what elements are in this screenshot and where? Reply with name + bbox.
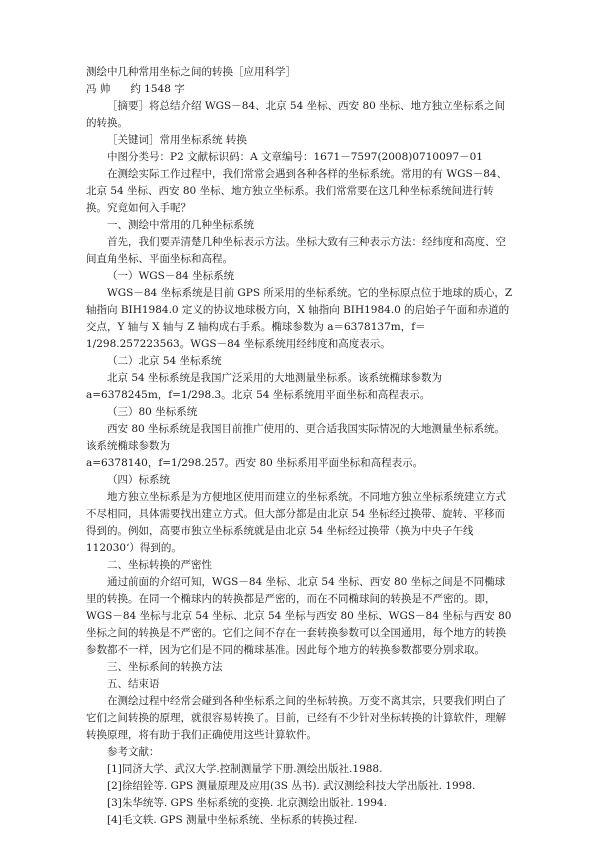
local-system-paragraph: 地方独立坐标系是为方便地区使用而建立的坐标系统。不同地方独立坐标系统建立方式不尽相同，具体需要找出建立方式。但大部分都是由北京 54 坐标经过换带、旋转、平移而得到的。例如，高要市独立坐标系统就是由北京 54 坐标经过换带（换为中央子午线 112030‘）得到的。 [86,491,506,554]
article-title: 测绘中几种常用坐标之间的转换［应用科学］ [86,66,296,78]
xian80-formula: a=6378140，f=1/298.257。西安 80 坐标系用平面坐标和高程表示。 [86,457,424,469]
section1-heading: 一、测绘中常用的几种坐标系统 [107,219,254,231]
beijing54-paragraph: 北京 54 坐标系统是我国广泛采用的大地测量坐标系。该系统椭球参数为 a=6378245m，f=1/298.3。北京 54 坐标系统用平面坐标和高程表示。 [86,372,443,401]
wgs84-heading: （一）WGS－84 坐标系统 [107,270,235,282]
keywords: ［关键词］常用坐标系统 转换 [107,134,247,146]
xian80-heading: （三）80 坐标系统 [107,406,198,418]
classification-line: 中图分类号：P2 文献标识码：A 文章编号：1671－7597(2008)0710097－01 [107,151,483,163]
reference-item: [4]毛文轶. GPS 测量中坐标系统、坐标系的转换过程. [107,814,358,826]
intro-paragraph: 在测绘实际工作过程中，我们常常会遇到各种各样的坐标系统。常用的有 WGS－84、北京 54 坐标、西安 80 坐标、地方独立坐标系。我们常常要在这几种坐标系统间进行转换。究竟如何入手呢？ [86,168,508,214]
reference-item: [1]同济大学、武汉大学.控制测量学下册.测绘出版社.1988. [107,763,383,775]
author-line [86,81,514,98]
section2-paragraph: 通过前面的介绍可知，WGS－84 坐标、北京 54 坐标、西安 80 坐标之间是不同椭球里的转换。在同一个椭球内的转换都是严密的，而在不同椭球间的转换是不严密的。即，WGS－84 坐标与北京 54 坐标、北京 54 坐标与西安 80 坐标、WGS－84 坐标与西安 80 坐标之间的转换是不严密的。它们之间不存在一套转换参数可以全国通用，每个地方的转换参数都不一样，因为它们是不同的椭球基准。因此每个地方的转换参数都要分别求取。 [86,576,512,656]
abstract: ［摘要］将总结介绍 WGS－84、北京 54 坐标、西安 80 坐标、地方独立坐标系之间的转换。 [86,100,506,129]
wgs84-paragraph: WGS－84 坐标系统是目前 GPS 所采用的坐标系统。它的坐标原点位于地球的质心，Z 轴指向 BIH1984.0 定义的协议地球极方向，X 轴指向 BIH1984.0 的启始子午面和赤道的交点，Y 轴与 X 轴与 Z 轴构成右手系。椭球参数为 a＝6378137m，f＝1/298.257223563。WGS－84 坐标系统用经纬度和高度表示。 [86,287,513,350]
references-heading: 参考文献： [107,746,160,758]
section2-heading: 二、坐标转换的严密性 [107,559,212,571]
xian80-paragraph: 西安 80 坐标系统是我国目前推广使用的、更合适我国实际情况的大地测量坐标系统。该系统椭球参数为 [86,423,506,452]
section3-heading: 三、坐标系间的转换方法 [107,661,223,673]
reference-item: [2]徐绍铨等. GPS 测量原理及应用(3S 丛书). 武汉测绘科技大学出版社. 1998. [107,780,476,792]
section1-paragraph: 首先，我们要弄清楚几种坐标表示方法。坐标大致有三种表示方法：经纬度和高度、空间直角坐标、平面坐标和高程。 [86,236,506,265]
local-system-heading: （四）标系统 [107,474,170,486]
beijing54-heading: （二）北京 54 坐标系统 [107,355,222,367]
section5-paragraph: 在测绘过程中经常会碰到各种坐标系之间的坐标转换。万变不离其宗，只要我们明白了它们之间转换的原理，就很容易转换了。目前，已经有不少针对坐标转换的计算软件，理解转换原理，将有助于我们正确使用这些计算软件。 [86,695,506,741]
author-name: 冯 帅 [86,83,111,95]
word-count: 约 1548 字 [130,83,185,95]
section5-heading: 五、结束语 [107,678,160,690]
reference-item: [3]朱华统等. GPS 坐标系统的变换. 北京测绘出版社. 1994. [107,797,387,809]
